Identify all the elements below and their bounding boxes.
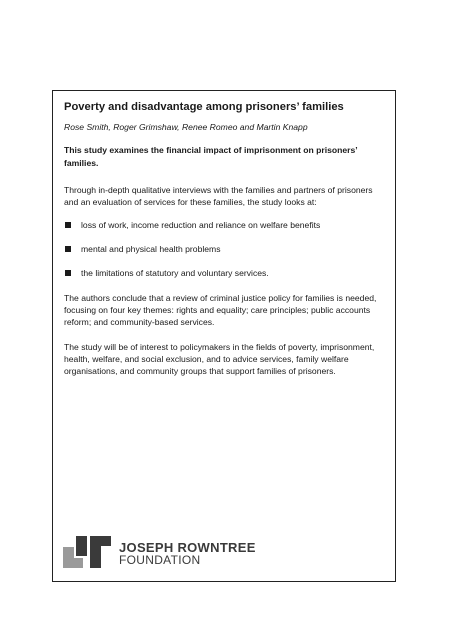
report-authors: Rose Smith, Roger Grimshaw, Renee Romeo and Martin Knapp [64, 122, 308, 132]
logo-text-line-1: JOSEPH ROWNTREE [119, 540, 256, 555]
square-bullet-icon [65, 222, 71, 228]
list-item-text: loss of work, income reduction and reliance on welfare benefits [81, 220, 321, 230]
logo-text-line-2: FOUNDATION [119, 553, 201, 567]
conclusion-paragraph: The authors conclude that a review of criminal justice policy for families is needed, focusing on four key themes: rights and equality; care principles; public accounts reform; and community-based services. [64, 293, 377, 327]
square-bullet-icon [65, 270, 71, 276]
list-item-text: mental and physical health problems [81, 244, 221, 254]
audience-paragraph: The study will be of interest to policymakers in the fields of poverty, imprisonment, health, welfare, and social exclusion, and to advice services, family welfare organisations, and community groups that support families of prisoners. [64, 342, 375, 376]
report-title: Poverty and disadvantage among prisoners’ families [64, 101, 344, 113]
list-item [64, 267, 386, 279]
list-item-text: the limitations of statutory and voluntary services. [81, 268, 269, 278]
summary-box [52, 90, 396, 582]
foundation-logo [63, 536, 263, 568]
list-item [64, 219, 386, 231]
square-bullet-icon [65, 246, 71, 252]
list-item [64, 243, 386, 255]
jrf-logo-mark-icon [63, 536, 113, 568]
topics-list [64, 219, 386, 279]
lead-paragraph: This study examines the financial impact of imprisonment on prisoners’ families. [64, 145, 358, 168]
intro-paragraph: Through in-depth qualitative interviews with the families and partners of prisoners and an evaluation of services for these families, the study looks at: [64, 185, 373, 207]
summary-content [64, 100, 386, 390]
